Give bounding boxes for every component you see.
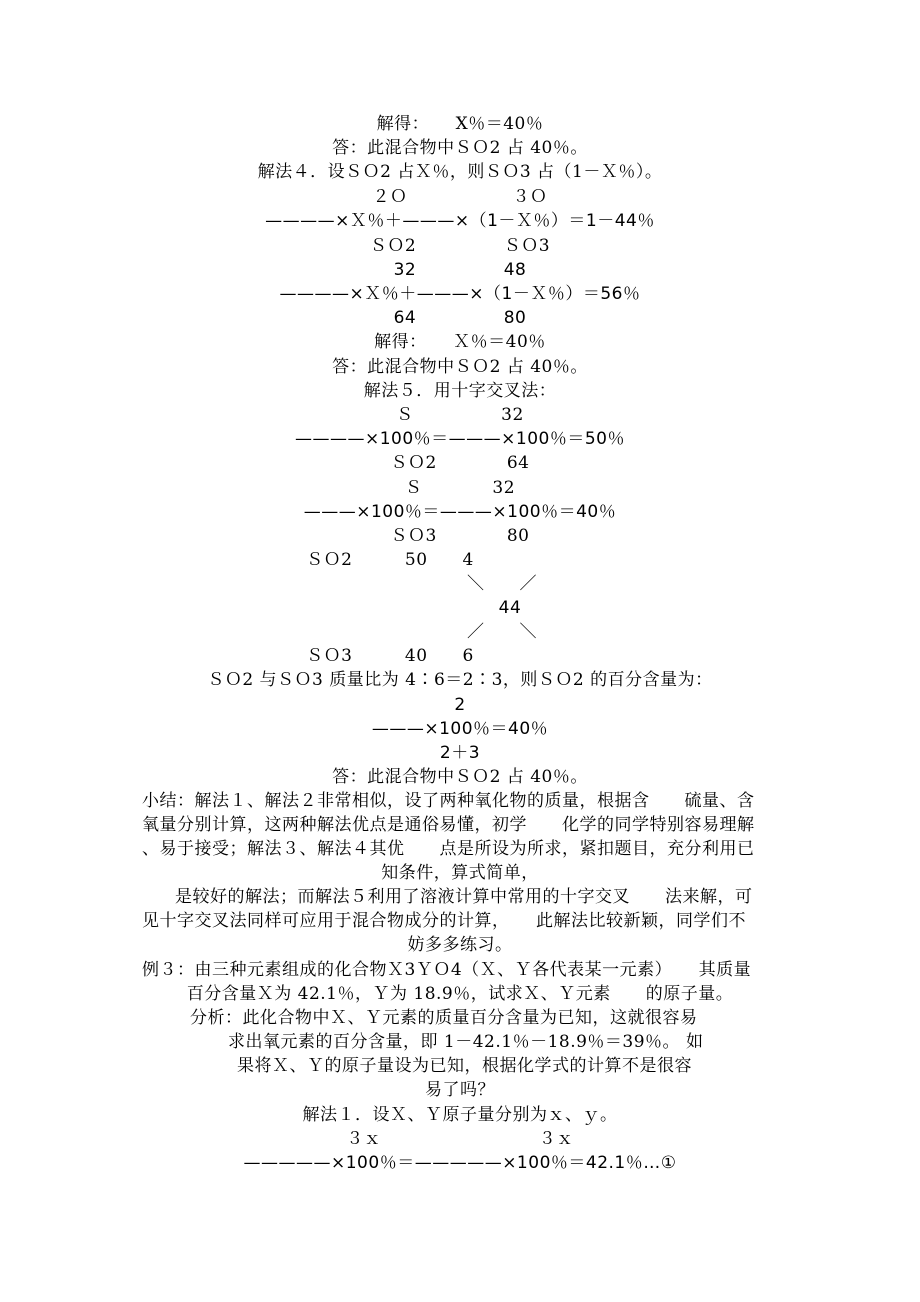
fraction-denominators-4: ＳＯ3 80: [390, 526, 530, 546]
summary-line-2: 氧量分别计算，这两种解法优点是通俗易懂，初学 化学的同学特别容易理解: [142, 815, 755, 835]
answer-line-3: 答：此混合物中ＳＯ2 占 40％。: [332, 767, 588, 787]
equation-line-5: ———×100％＝40％: [371, 719, 549, 739]
fraction-numerators-1: ２Ｏ ３Ｏ: [372, 187, 548, 207]
fraction-numerators-6: ３ｘ ３ｘ: [346, 1129, 574, 1149]
solve-result-line-1: 解得： X％＝40％: [376, 114, 544, 134]
equation-line-3: ————×100％＝———×100％＝50％: [294, 429, 625, 449]
fraction-denominator-5: 2＋3: [439, 743, 481, 763]
fraction-denominators-2: 64 80: [393, 308, 527, 328]
example-3-line-1: 例３：由三种元素组成的化合物Ｘ3ＹＯ4（Ｘ、Ｙ各代表某一元素） 其质量: [142, 960, 752, 980]
fraction-numerators-4: Ｓ 32: [404, 478, 516, 498]
summary-line-7: 妨多多练习。: [407, 935, 513, 955]
solve-result-line-2: 解得： Ｘ％＝40％: [374, 332, 546, 352]
method-1-heading: 解法１．设Ｘ、Ｙ原子量分别为ｘ、ｙ。: [302, 1105, 618, 1125]
summary-line-1: 小结：解法１、解法２非常相似，设了两种氧化物的质量，根据含 硫量、含: [142, 791, 755, 811]
analysis-line-2: 求出氧元素的百分含量，即 1－42.1％－18.9％＝39％。 如: [228, 1032, 704, 1052]
answer-line-2: 答：此混合物中ＳＯ2 占 40％。: [332, 357, 588, 377]
analysis-line-3: 果将Ｘ、Ｙ的原子量设为已知，根据化学式的计算不是很容: [237, 1056, 692, 1076]
summary-line-4: 知条件，算式简单，: [381, 863, 539, 883]
equation-line-1: ————×Ｘ％＋———×（1－Ｘ％）＝1－44％: [265, 211, 655, 231]
method-4-heading: 解法４．设ＳＯ2 占Ｘ％，则ＳＯ3 占（1－Ｘ％）。: [257, 162, 663, 182]
cross-method-row-5: ＳＯ3 40 6: [306, 646, 474, 666]
summary-line-3: 、易于接受；解法３、解法４其优 点是所设为所求，紧扣题目，充分利用已: [142, 839, 755, 859]
example-3-line-2: 百分含量Ｘ为 42.1％，Ｙ为 18.9％，试求Ｘ、Ｙ元素 的原子量。: [186, 984, 734, 1004]
cross-method-row-4: ／ ＼: [467, 622, 537, 642]
equation-line-6: —————×100％＝—————×100％＝42.1％…①: [243, 1153, 677, 1173]
fraction-numerator-5: 2: [454, 695, 466, 715]
fraction-denominators-1: ＳＯ2 ＳＯ3: [369, 236, 551, 256]
fraction-numerators-3: Ｓ 32: [396, 405, 524, 425]
cross-method-row-2: ＼ ／: [467, 574, 537, 594]
answer-line-1: 答：此混合物中ＳＯ2 占 40％。: [332, 138, 588, 158]
cross-method-row-1: ＳＯ2 50 4: [306, 550, 474, 570]
cross-method-row-3: 44: [498, 598, 522, 618]
equation-line-4: ———×100％＝———×100％＝40％: [303, 502, 617, 522]
summary-line-6: 见十字交叉法同样可应用于混合物成分的计算， 此解法比较新颖，同学们不: [142, 911, 746, 931]
fraction-numerators-2: 32 48: [393, 260, 527, 280]
method-5-heading: 解法５．用十字交叉法：: [363, 381, 557, 401]
equation-line-2: ————×Ｘ％＋———×（1－Ｘ％）＝56％: [279, 284, 641, 304]
mass-ratio-line: ＳＯ2 与ＳＯ3 质量比为 4∶6＝2∶3，则ＳＯ2 的百分含量为：: [207, 670, 713, 690]
fraction-denominators-3: ＳＯ2 64: [390, 453, 530, 473]
summary-line-5: 是较好的解法；而解法５利用了溶液计算中常用的十字交叉 法来解，可: [175, 887, 753, 907]
analysis-line-1: 分析：此化合物中Ｘ、Ｙ元素的质量百分含量为已知，这就很容易: [190, 1008, 698, 1028]
analysis-line-4: 易了吗？: [425, 1080, 495, 1100]
